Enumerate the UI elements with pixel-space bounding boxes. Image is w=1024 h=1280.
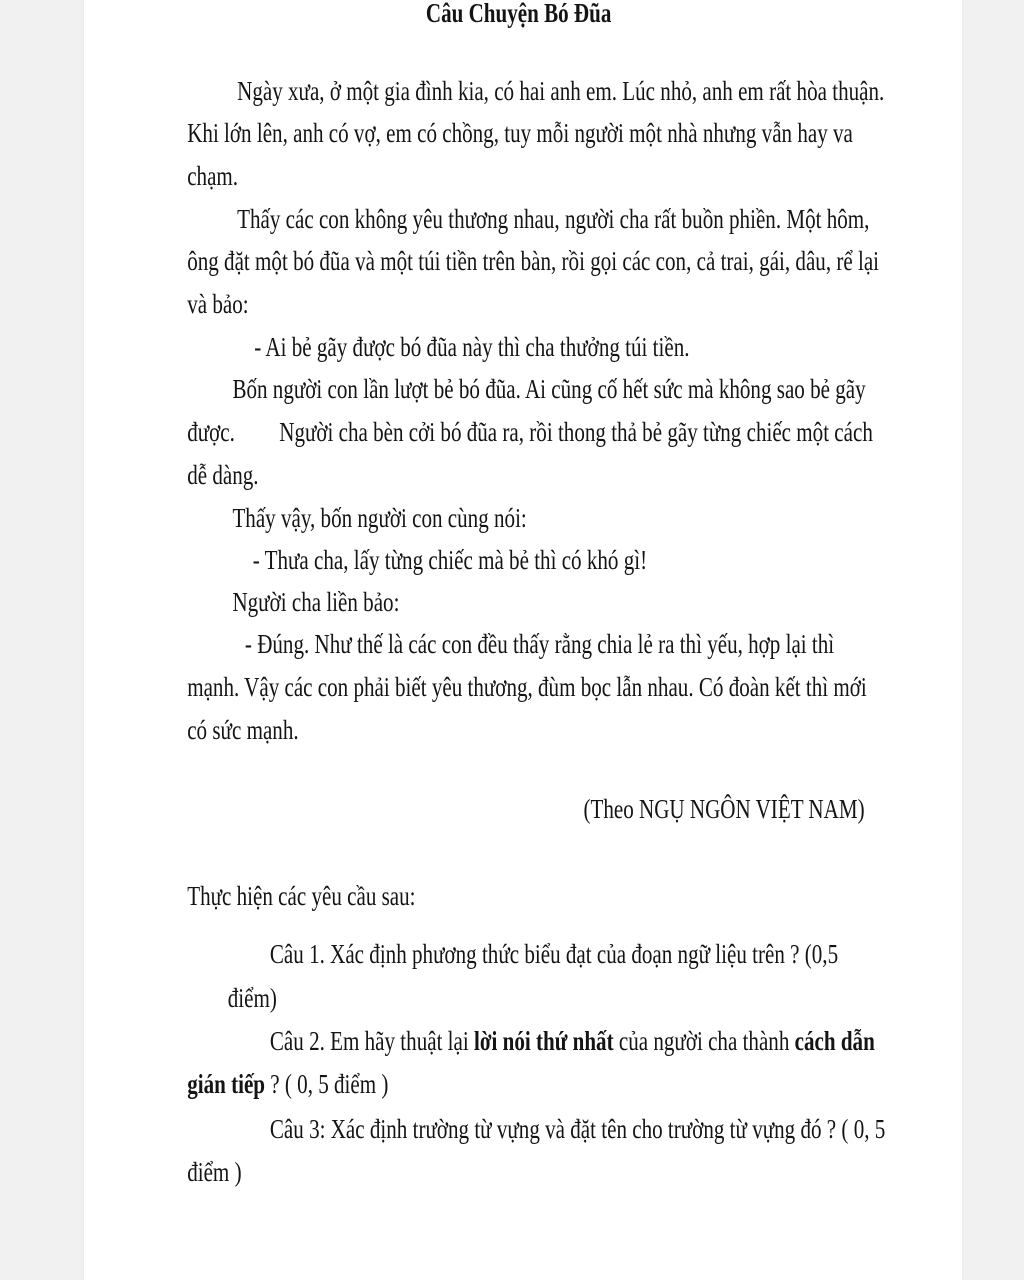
story-line: Ngày xưa, ở một gia đình kia, có hai anh em. Lúc nhỏ, anh em rất hòa thuận. — [237, 76, 885, 106]
document-title: Câu Chuyện Bó Đũa — [425, 0, 612, 28]
story-line: Khi lớn lên, anh có vợ, em có chồng, tuy mỗi người một nhà nhưng vẫn hay va — [187, 118, 853, 148]
task-intro: Thực hiện các yêu cầu sau: — [187, 881, 416, 911]
dialogue-line: - Thưa cha, lấy từng chiếc mà bẻ thì có khó gì! — [252, 545, 648, 575]
story-line: Thấy các con không yêu thương nhau, người cha rất buồn phiền. Một hôm, — [237, 204, 870, 234]
story-line: chạm. — [187, 161, 239, 191]
story-line: Thấy vậy, bốn người con cùng nói: — [232, 503, 527, 533]
source-citation: (Theo NGỤ NGÔN VIỆT NAM) — [583, 794, 865, 824]
question-1: Câu 1. Xác định phương thức biểu đạt của đoạn ngữ liệu trên ? (0,5 — [269, 939, 839, 969]
question-3: Câu 3: Xác định trường từ vựng và đặt tên cho trường từ vựng đó ? ( 0, 5 — [269, 1114, 886, 1144]
dialogue-line: - Ai bẻ gãy được bó đũa này thì cha thưởng túi tiền. — [254, 332, 690, 362]
dialogue-line: có sức mạnh. — [187, 715, 299, 745]
story-line: Người cha bèn cởi bó đũa ra, rồi thong thả bẻ gãy từng chiếc một cách — [279, 417, 873, 447]
question-2: Câu 2. Em hãy thuật lại lời nói thứ nhất của người cha thành cách dẫn — [269, 1026, 875, 1056]
question-2-cont: gián tiếp ? ( 0, 5 điểm ) — [187, 1069, 389, 1099]
dialogue-line: - Đúng. Như thế là các con đều thấy rằng chia lẻ ra thì yếu, hợp lại thì — [244, 629, 835, 659]
story-line: ông đặt một bó đũa và một túi tiền trên bàn, rồi gọi các con, cả trai, gái, dâu, rể lại — [187, 246, 880, 276]
story-line: và bảo: — [187, 289, 249, 319]
question-1-cont: điểm) — [227, 983, 277, 1013]
story-line: Bốn người con lần lượt bẻ bó đũa. Ai cũng cố hết sức mà không sao bẻ gãy — [232, 374, 866, 404]
story-line: Người cha liền bảo: — [232, 587, 400, 617]
question-3-cont: điểm ) — [187, 1157, 242, 1187]
dialogue-line: mạnh. Vậy các con phải biết yêu thương, đùm bọc lẫn nhau. Có đoàn kết thì mới — [187, 672, 867, 702]
story-line: dễ dàng. — [187, 460, 259, 490]
story-line: được. — [187, 417, 235, 447]
